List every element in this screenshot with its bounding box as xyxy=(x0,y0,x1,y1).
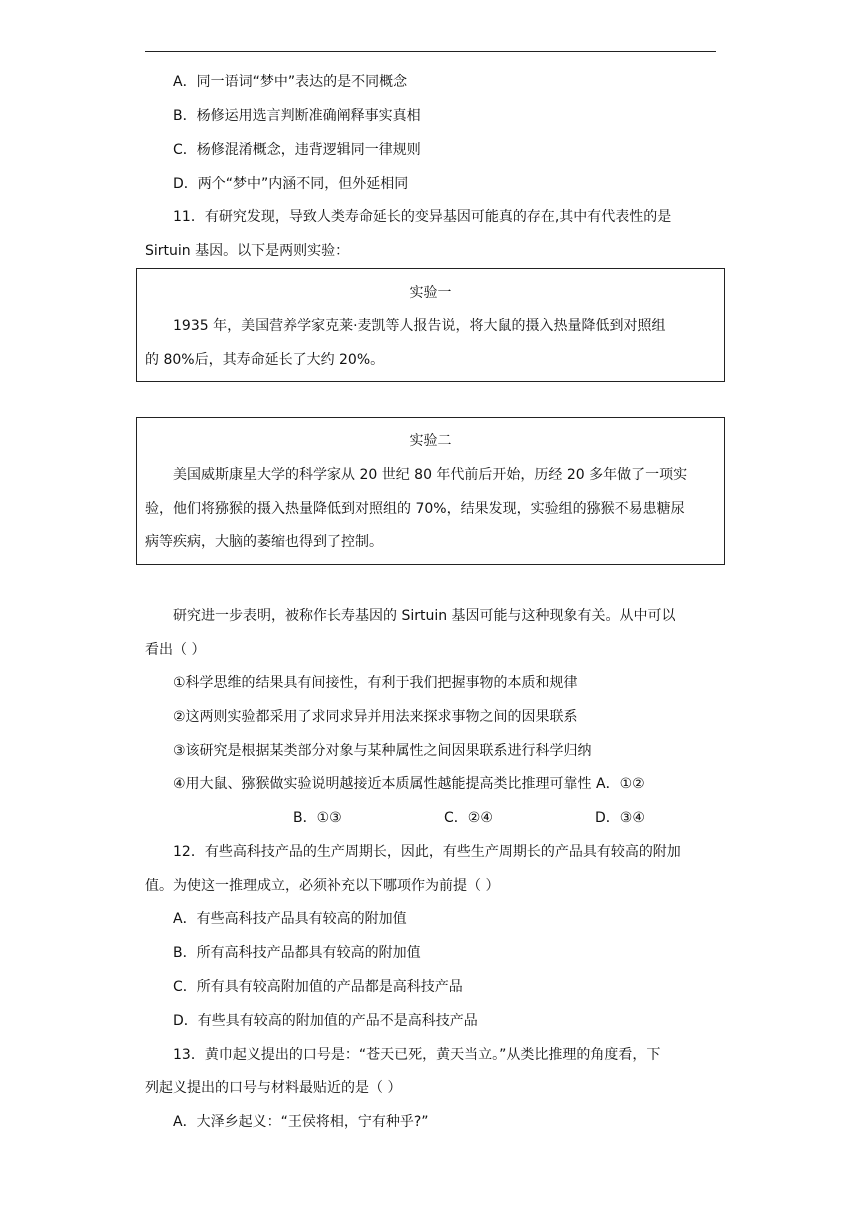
q10-option-a: A．同一语词“梦中”表达的是不同概念 xyxy=(173,74,408,90)
q12-option-b: B．所有高科技产品都具有较高的附加值 xyxy=(173,945,421,961)
experiment-2-line1: 美国威斯康星大学的科学家从 20 世纪 80 年代前后开始，历经 20 多年做了一项实 xyxy=(173,467,688,483)
q12-option-c: C．所有具有较高附加值的产品都是高科技产品 xyxy=(173,979,463,995)
q12-stem-line2: 值。为使这一推理成立，必须补充以下哪项作为前提（ ） xyxy=(145,878,500,894)
experiment-1-line2: 的 80%后，其寿命延长了大约 20%。 xyxy=(145,352,385,368)
q13-option-a: A．大泽乡起义：“王侯将相，宁有种乎?” xyxy=(173,1114,429,1130)
q10-option-d: D．两个“梦中”内涵不同，但外延相同 xyxy=(173,176,409,192)
q11-option-d: D．③④ xyxy=(595,810,645,826)
q11-statement-3: ③该研究是根据某类部分对象与某种属性之间因果联系进行科学归纳 xyxy=(173,743,592,759)
q11-stem-line2: Sirtuin 基因。以下是两则实验： xyxy=(145,243,350,259)
experiment-1-box xyxy=(136,268,725,382)
experiment-2-box xyxy=(136,417,725,565)
experiment-2-line2: 验，他们将猕猴的摄入热量降低到对照组的 70%，结果发现，实验组的猕猴不易患糖尿 xyxy=(145,501,685,517)
q12-stem-line1: 12．有些高科技产品的生产周期长，因此，有些生产周期长的产品具有较高的附加 xyxy=(173,844,681,860)
q11-stem-line1: 11．有研究发现，导致人类寿命延长的变异基因可能真的存在,其中有代表性的是 xyxy=(173,209,672,225)
q11-follow-line2: 看出（ ） xyxy=(145,642,206,658)
q13-stem-line1: 13．黄巾起义提出的口号是：“苍天已死，黄天当立。”从类比推理的角度看，下 xyxy=(173,1047,661,1063)
q11-statement-2: ②这两则实验都采用了求同求异并用法来探求事物之间的因果联系 xyxy=(173,709,578,725)
experiment-2-title: 实验二 xyxy=(409,433,452,449)
q10-option-c: C．杨修混淆概念，违背逻辑同一律规则 xyxy=(173,142,421,158)
q11-statement-4: ④用大鼠、猕猴做实验说明越接近本质属性越能提高类比推理可靠性 A．①② xyxy=(173,776,645,792)
q12-option-a: A．有些高科技产品具有较高的附加值 xyxy=(173,911,407,927)
q11-option-c: C．②④ xyxy=(444,810,493,826)
q12-option-d: D．有些具有较高的附加值的产品不是高科技产品 xyxy=(173,1013,478,1029)
q11-option-b: B．①③ xyxy=(293,810,342,826)
experiment-2-line3: 病等疾病，大脑的萎缩也得到了控制。 xyxy=(145,534,383,550)
header-rule xyxy=(145,51,716,52)
q13-stem-line2: 列起义提出的口号与材料最贴近的是（ ） xyxy=(145,1080,402,1096)
q11-follow-line1: 研究进一步表明，被称作长寿基因的 Sirtuin 基因可能与这种现象有关。从中可以 xyxy=(173,608,676,624)
q11-statement-1: ①科学思维的结果具有间接性，有利于我们把握事物的本质和规律 xyxy=(173,675,578,691)
experiment-1-title: 实验一 xyxy=(409,285,452,301)
q10-option-b: B．杨修运用选言判断准确阐释事实真相 xyxy=(173,108,421,124)
experiment-1-line1: 1935 年，美国营养学家克莱·麦凯等人报告说，将大鼠的摄入热量降低到对照组 xyxy=(173,318,666,334)
